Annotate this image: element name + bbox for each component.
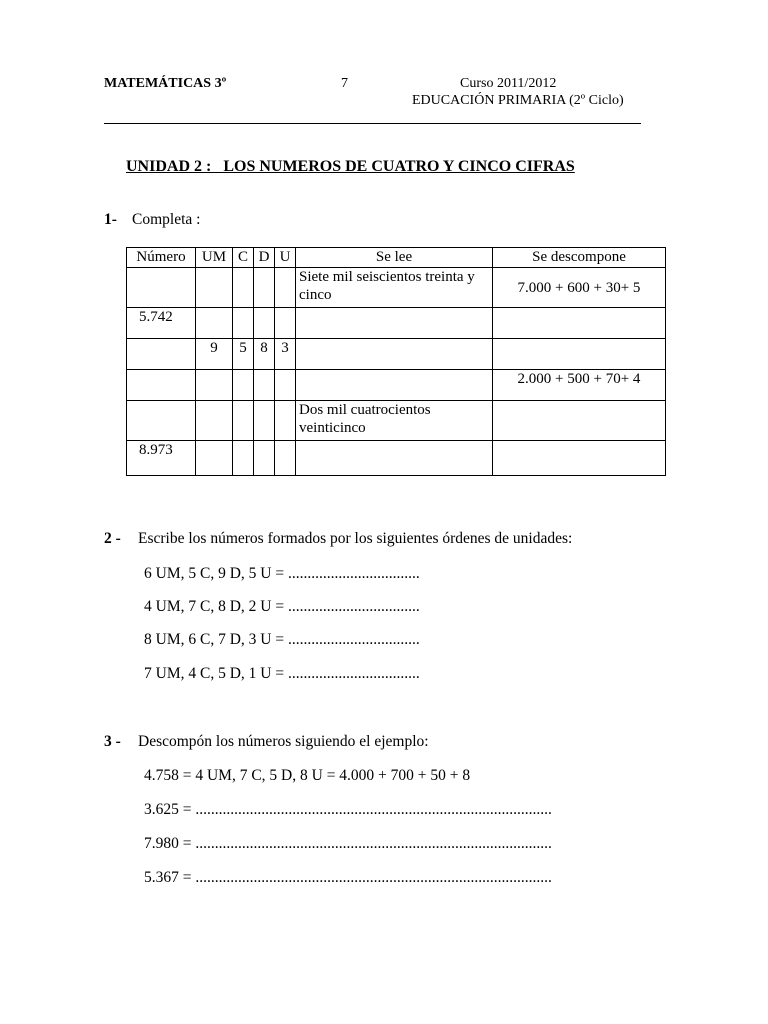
header-rule (104, 123, 641, 124)
cell-numero[interactable] (127, 370, 196, 401)
header-se-descompone: Se descompone (493, 248, 666, 268)
cell-um[interactable] (196, 401, 233, 441)
cell-um[interactable] (196, 441, 233, 476)
table-row (127, 268, 666, 308)
q3-line[interactable]: 5.367 = ............................................................................................ (144, 869, 552, 886)
cell-d[interactable] (254, 268, 275, 308)
table-header-row (127, 248, 666, 268)
subject-label: MATEMÁTICAS 3º (104, 76, 227, 91)
cell-c[interactable] (233, 441, 254, 476)
table-row (127, 339, 666, 370)
cell-u[interactable] (275, 441, 296, 476)
cell-um[interactable]: 9 (196, 339, 233, 370)
cell-numero[interactable] (127, 401, 196, 441)
header-um: UM (196, 248, 233, 268)
q2-line[interactable]: 7 UM, 4 C, 5 D, 1 U = .................................. (144, 665, 420, 682)
q2-line[interactable]: 4 UM, 7 C, 8 D, 2 U = .................................. (144, 598, 420, 615)
cell-u[interactable] (275, 401, 296, 441)
cell-c[interactable] (233, 308, 254, 339)
cell-um[interactable] (196, 308, 233, 339)
header-c: C (233, 248, 254, 268)
q2-line[interactable]: 6 UM, 5 C, 9 D, 5 U = .................................. (144, 565, 420, 582)
cell-se-descompone[interactable] (493, 308, 666, 339)
cell-c[interactable]: 5 (233, 339, 254, 370)
table-row (127, 401, 666, 441)
cell-se-lee[interactable]: Dos mil cuatrocientos veinticinco (296, 401, 493, 441)
level-label: EDUCACIÓN PRIMARIA (2º Ciclo) (412, 93, 624, 108)
cell-d[interactable] (254, 441, 275, 476)
table-row (127, 308, 666, 339)
header-u: U (275, 248, 296, 268)
page-number: 7 (341, 76, 348, 91)
cell-se-lee[interactable] (296, 308, 493, 339)
cell-c[interactable] (233, 370, 254, 401)
completion-table (126, 247, 666, 476)
q3-line[interactable]: 7.980 = ............................................................................................ (144, 835, 552, 852)
cell-numero[interactable] (127, 339, 196, 370)
cell-u[interactable] (275, 268, 296, 308)
cell-se-descompone[interactable] (493, 441, 666, 476)
cell-numero[interactable]: 8.973 (127, 441, 196, 476)
cell-se-lee[interactable] (296, 441, 493, 476)
cell-se-descompone[interactable]: 2.000 + 500 + 70+ 4 (493, 370, 666, 401)
cell-se-lee[interactable]: Siete mil seiscientos treinta y cinco (296, 268, 493, 308)
header-d: D (254, 248, 275, 268)
unit-title: UNIDAD 2 : LOS NUMEROS DE CUATRO Y CINCO CIFRAS (126, 158, 575, 175)
cell-numero[interactable] (127, 268, 196, 308)
cell-u[interactable] (275, 308, 296, 339)
cell-numero[interactable]: 5.742 (127, 308, 196, 339)
q1-text: Completa : (132, 211, 201, 228)
course-label: Curso 2011/2012 (460, 76, 557, 91)
cell-c[interactable] (233, 268, 254, 308)
cell-se-lee[interactable] (296, 339, 493, 370)
cell-u[interactable]: 3 (275, 339, 296, 370)
q3-number: 3 - (104, 733, 121, 750)
cell-se-lee[interactable] (296, 370, 493, 401)
table-row (127, 370, 666, 401)
cell-c[interactable] (233, 401, 254, 441)
table-row (127, 441, 666, 476)
q3-example-line: 4.758 = 4 UM, 7 C, 5 D, 8 U = 4.000 + 700 + 50 + 8 (144, 767, 471, 784)
cell-u[interactable] (275, 370, 296, 401)
cell-se-descompone[interactable] (493, 401, 666, 441)
q2-number: 2 - (104, 530, 121, 547)
cell-d[interactable] (254, 370, 275, 401)
cell-um[interactable] (196, 268, 233, 308)
cell-se-descompone[interactable]: 7.000 + 600 + 30+ 5 (493, 268, 666, 308)
header-se-lee: Se lee (296, 248, 493, 268)
q1-number: 1- (104, 211, 117, 228)
q3-text: Descompón los números siguiendo el ejemplo: (138, 733, 429, 750)
cell-se-descompone[interactable] (493, 339, 666, 370)
cell-d[interactable]: 8 (254, 339, 275, 370)
q2-text: Escribe los números formados por los siguientes órdenes de unidades: (138, 530, 573, 547)
cell-d[interactable] (254, 401, 275, 441)
header-numero: Número (127, 248, 196, 268)
cell-d[interactable] (254, 308, 275, 339)
q3-line[interactable]: 3.625 = ............................................................................................ (144, 801, 552, 818)
cell-um[interactable] (196, 370, 233, 401)
q2-line[interactable]: 8 UM, 6 C, 7 D, 3 U = .................................. (144, 631, 420, 648)
